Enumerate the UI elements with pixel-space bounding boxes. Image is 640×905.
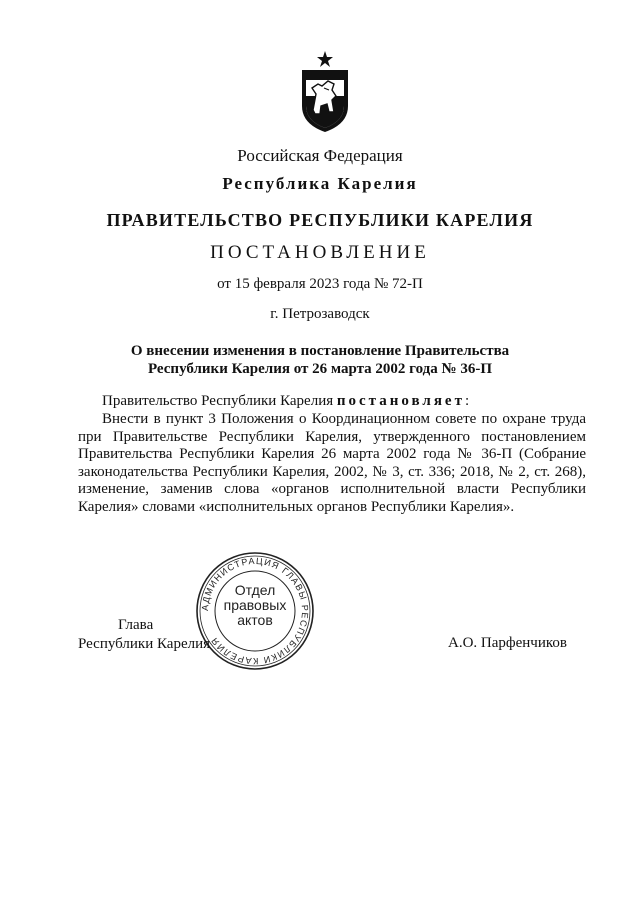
resolution-intro — [78, 393, 586, 411]
intro-keyword: постановляет — [336, 393, 465, 409]
stamp-line-2: правовых — [223, 597, 287, 613]
signatory-name: А.О. Парфенчиков — [448, 635, 567, 651]
intro-prefix: Правительство Республики Карелия — [102, 393, 337, 409]
signatory-title-line-2: Республики Карелия — [78, 636, 211, 652]
subject-line-1: О внесении изменения в постановление Правительства — [130, 343, 510, 359]
emblem-star — [317, 51, 333, 67]
subject-line-2: Республики Карелия от 26 марта 2002 года № 36-П — [147, 361, 493, 377]
karelia-coat-of-arms-icon — [296, 50, 354, 134]
date-number-line: от 15 февраля 2023 года № 72-П — [217, 276, 423, 292]
government-title: ПРАВИТЕЛЬСТВО РЕСПУБЛИКИ КАРЕЛИЯ — [106, 210, 534, 230]
signatory-title-line-1: Глава — [118, 617, 154, 633]
stamp-line-1: Отдел — [234, 582, 276, 598]
signatory-title — [78, 616, 210, 654]
resolution-paragraph: Внести в пункт 3 Положения о Координационном совете по охране труда при Правительстве Республики Карелия, утвержденного постановлением Правительства Республики Карелия 26 марта 2002 года № 36-П (Собрание законодательства Республики Карелия, 2002, № 3, ст. 336; 2018, № 2, ст. 268), изменение, заменив слова «органов исполнительной власти Республики Карелия» словами «исполнительных органов Республики Карелия». — [78, 411, 586, 515]
republic-name: Республика Карелия — [222, 174, 418, 193]
country-name: Российская Федерация — [237, 146, 403, 165]
document-subject — [0, 342, 640, 378]
stamp-line-3: актов — [237, 612, 273, 628]
stamp-ring-text: АДМИНИСТРАЦИЯ ГЛАВЫ РЕСПУБЛИКИ КАРЕЛИЯ — [199, 555, 311, 667]
document-type: ПОСТАНОВЛЕНИЕ — [210, 242, 430, 263]
intro-suffix: : — [464, 393, 470, 409]
city-line: г. Петрозаводск — [270, 306, 370, 322]
stamp-center-text — [220, 583, 290, 628]
